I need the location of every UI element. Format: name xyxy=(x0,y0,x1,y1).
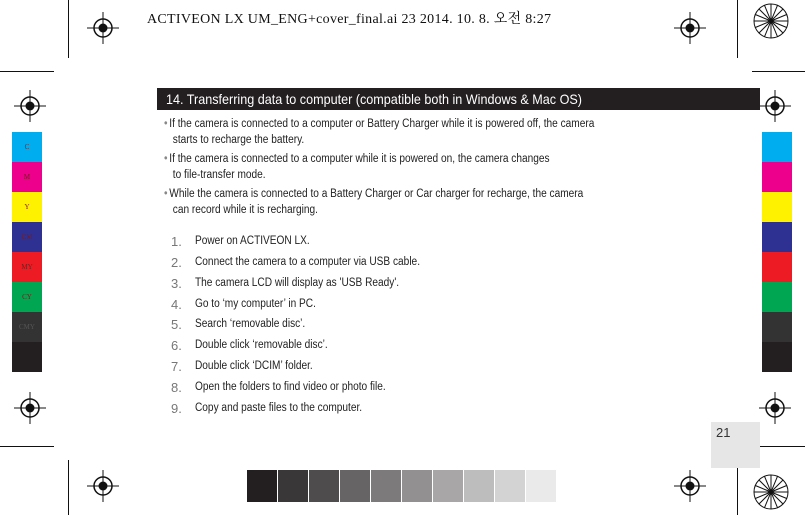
slug-line: ACTIVEON LX UM_ENG+cover_final.ai 23 2014. 10. 8. 오전 8:27 xyxy=(147,12,552,27)
gray-swatch xyxy=(247,470,277,502)
color-swatch xyxy=(12,342,42,372)
note-item xyxy=(164,116,594,148)
note-item xyxy=(164,186,583,218)
color-swatch xyxy=(762,252,792,282)
registration-mark-icon xyxy=(87,12,119,44)
color-swatch xyxy=(762,342,792,372)
note-text: starts to recharge the battery. xyxy=(172,134,305,146)
gray-swatch xyxy=(526,470,556,502)
step-text: Search ‘removable disc’. xyxy=(195,318,306,330)
note-text: While the camera is connected to a Battery Charger or Car charger for recharge, the camera xyxy=(169,188,584,200)
color-swatch xyxy=(12,162,42,192)
note-text: If the camera is connected to a computer or Battery Charger while it is powered off, the camera xyxy=(169,118,595,130)
color-swatch xyxy=(12,192,42,222)
color-swatch xyxy=(762,282,792,312)
crop-mark xyxy=(68,0,69,58)
registration-mark-icon xyxy=(674,470,706,502)
color-swatch-label: CM xyxy=(21,233,33,241)
gray-swatch xyxy=(495,470,525,502)
page-number: 21 xyxy=(716,425,731,440)
star-target-icon xyxy=(752,473,790,511)
step-text: Power on ACTIVEON LX. xyxy=(195,235,310,247)
gray-swatch xyxy=(433,470,463,502)
bullet: • xyxy=(164,153,168,165)
registration-mark-icon xyxy=(674,12,706,44)
color-swatch xyxy=(12,252,42,282)
note-item xyxy=(164,151,550,183)
step-text: Connect the camera to a computer via USB cable. xyxy=(195,256,421,268)
registration-mark-icon xyxy=(759,90,791,122)
color-swatch-label: MY xyxy=(21,263,33,271)
gray-swatch xyxy=(309,470,339,502)
crop-mark xyxy=(737,460,738,515)
step-number: 4. xyxy=(171,297,182,312)
gray-swatch xyxy=(402,470,432,502)
gray-swatch xyxy=(371,470,401,502)
step-number: 6. xyxy=(171,338,182,353)
color-swatch xyxy=(762,222,792,252)
crop-mark xyxy=(752,71,805,72)
color-swatch xyxy=(762,162,792,192)
step-text: Open the folders to find video or photo file. xyxy=(195,381,386,393)
color-swatch xyxy=(12,282,42,312)
color-swatch xyxy=(12,312,42,342)
step-number: 3. xyxy=(171,276,182,291)
bullet: • xyxy=(164,188,168,200)
registration-mark-icon xyxy=(14,392,46,424)
color-swatch xyxy=(762,132,792,162)
step-number: 8. xyxy=(171,380,182,395)
note-text: can record while it is recharging. xyxy=(172,204,318,216)
color-swatch-label: C xyxy=(24,143,30,151)
color-swatch xyxy=(762,192,792,222)
color-swatch xyxy=(762,312,792,342)
step-text: The camera LCD will display as 'USB Ready'. xyxy=(195,277,400,289)
step-number: 2. xyxy=(171,255,182,270)
crop-mark xyxy=(737,0,738,58)
step-text: Double click ‘removable disc’. xyxy=(195,339,328,351)
color-swatch-label: Y xyxy=(24,203,30,211)
step-number: 7. xyxy=(171,359,182,374)
crop-mark xyxy=(0,446,54,447)
color-swatch-label: CMY xyxy=(19,323,35,331)
color-swatch-label: CY xyxy=(22,293,32,301)
registration-mark-icon xyxy=(14,90,46,122)
note-text: If the camera is connected to a computer while it is powered on, the camera changes xyxy=(169,153,550,165)
bullet: • xyxy=(164,118,168,130)
step-text: Copy and paste files to the computer. xyxy=(195,402,363,414)
crop-mark xyxy=(0,71,54,72)
note-text: to file-transfer mode. xyxy=(172,169,266,181)
gray-swatch xyxy=(340,470,370,502)
crop-mark xyxy=(68,460,69,515)
section-title: 14. Transferring data to computer (compatible both in Windows & Mac OS) xyxy=(166,91,582,107)
color-swatch xyxy=(12,132,42,162)
step-text: Double click ‘DCIM’ folder. xyxy=(195,360,313,372)
registration-mark-icon xyxy=(759,392,791,424)
registration-mark-icon xyxy=(87,470,119,502)
color-swatch-label: M xyxy=(23,173,31,181)
step-number: 9. xyxy=(171,401,182,416)
gray-swatch xyxy=(464,470,494,502)
step-number: 5. xyxy=(171,317,182,332)
star-target-icon xyxy=(752,2,790,40)
step-number: 1. xyxy=(171,234,182,249)
color-swatch xyxy=(12,222,42,252)
gray-swatch xyxy=(278,470,308,502)
step-text: Go to ‘my computer’ in PC. xyxy=(195,298,316,310)
